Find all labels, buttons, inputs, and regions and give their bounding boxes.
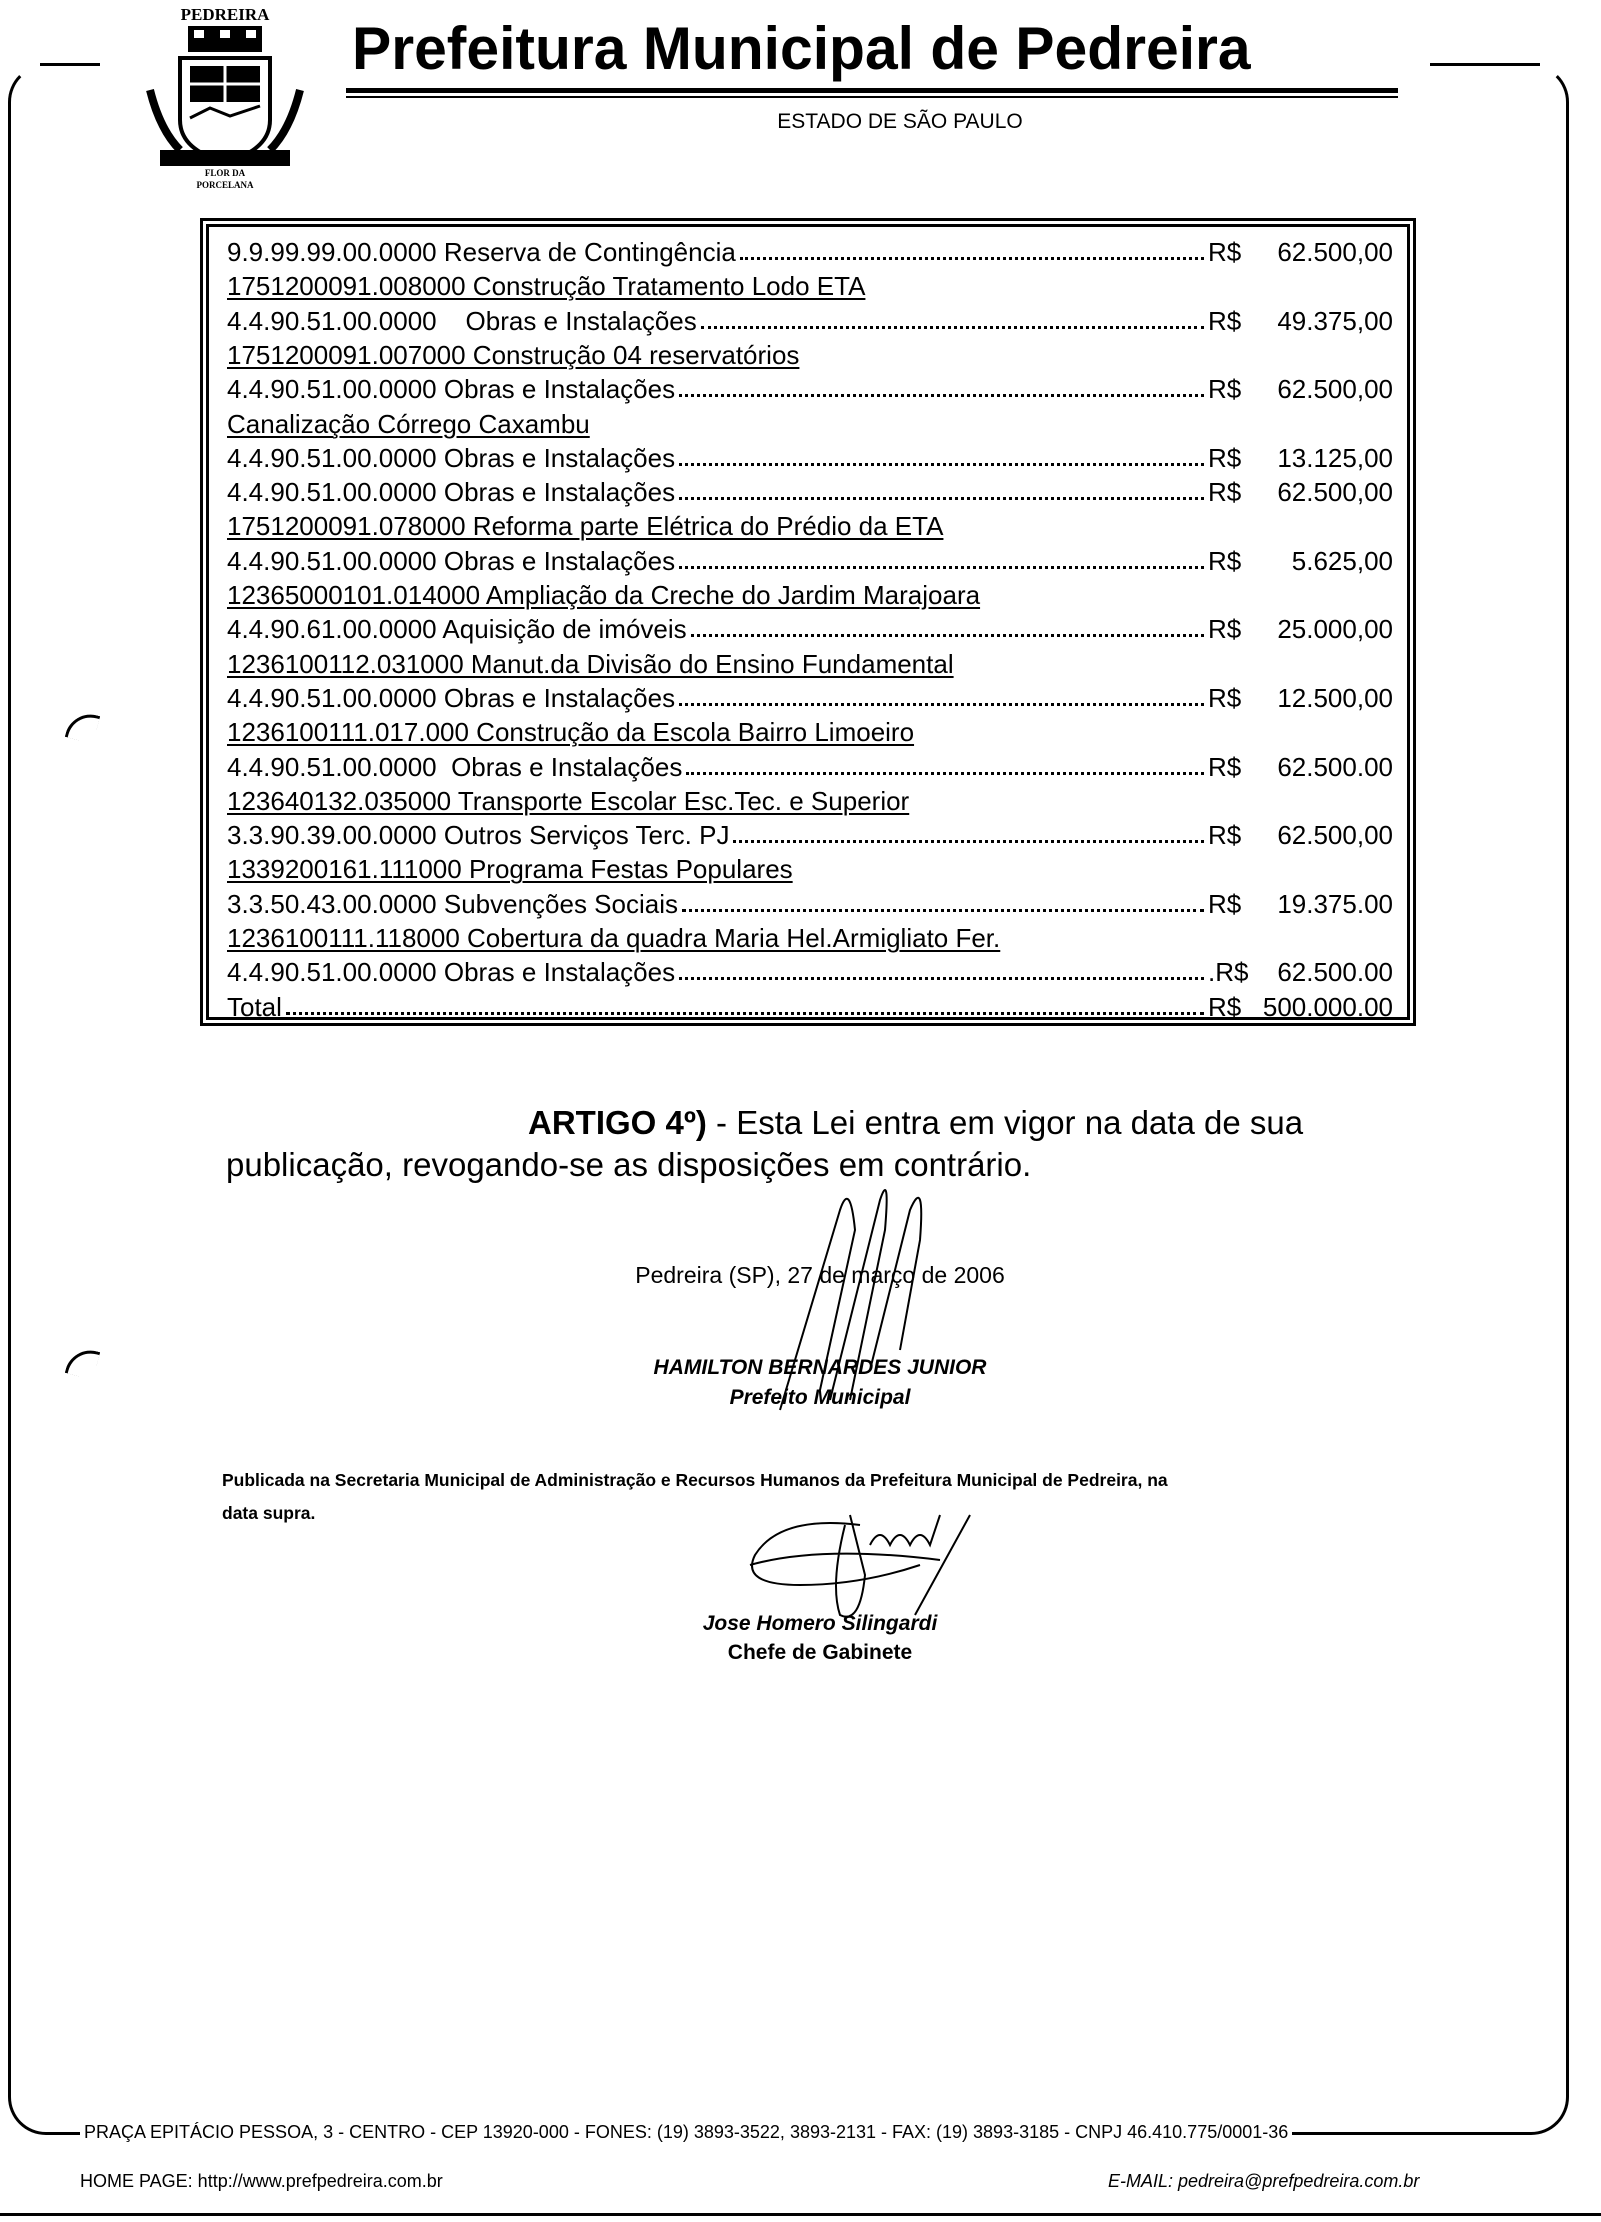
dot-leader <box>682 909 1204 912</box>
row-label: 4.4.90.51.00.0000 Obras e Instalações <box>227 305 697 336</box>
currency-symbol: R$ <box>1208 991 1242 1022</box>
row-label: 1751200091.007000 Construção 04 reservatórios <box>227 339 800 370</box>
row-amount: 62.500,00 <box>1277 477 1393 508</box>
dot-leader <box>286 1012 1204 1015</box>
row-label: 4.4.90.51.00.0000 Obras e Instalações <box>227 751 683 782</box>
budget-program-heading <box>227 713 1393 747</box>
budget-program-heading <box>227 850 1393 884</box>
chief-signature <box>740 1505 1020 1625</box>
row-amount: 5.625,00 <box>1291 545 1393 576</box>
budget-program-heading <box>227 507 1393 541</box>
budget-program-heading <box>227 782 1393 816</box>
budget-program-heading <box>227 576 1393 610</box>
title-underline <box>346 88 1398 93</box>
budget-program-heading <box>227 267 1393 301</box>
dot-leader <box>679 497 1204 500</box>
currency-symbol: R$ <box>1208 477 1242 508</box>
row-label: Total <box>227 991 282 1022</box>
budget-line-item <box>227 439 1393 473</box>
svg-text:PEDREIRA: PEDREIRA <box>180 5 270 24</box>
row-label: Canalização Córrego Caxambu <box>227 408 590 439</box>
currency-symbol: R$ <box>1208 751 1242 782</box>
dot-leader <box>679 463 1204 466</box>
currency-symbol: R$ <box>1208 820 1242 851</box>
budget-line-item <box>227 816 1393 850</box>
row-amount: 25.000,00 <box>1277 614 1393 645</box>
row-label: 12365000101.014000 Ampliação da Creche do Jardim Marajoara <box>227 580 981 610</box>
budget-program-heading <box>227 336 1393 370</box>
frame-top-right <box>1430 63 1540 66</box>
row-amount: 62.500,00 <box>1277 237 1393 267</box>
currency-symbol: R$ <box>1208 888 1242 919</box>
row-label: 9.9.99.99.00.0000 Reserva de Contingência <box>227 237 736 267</box>
currency-symbol: R$ <box>1208 682 1242 713</box>
row-amount: 62.500.00 <box>1277 751 1393 782</box>
budget-line-item <box>227 610 1393 644</box>
budget-line-item <box>227 988 1393 1022</box>
mayor-title: Prefeito Municipal <box>729 1386 911 1409</box>
title-underline-thin <box>346 96 1398 98</box>
mayor-signature <box>760 1170 960 1420</box>
row-amount: 500.000.00 <box>1262 991 1393 1022</box>
budget-line-item <box>227 370 1393 404</box>
row-amount: 19.375.00 <box>1277 888 1393 919</box>
budget-line-item <box>227 542 1393 576</box>
budget-program-heading <box>227 405 1393 439</box>
currency-symbol: R$ <box>1208 374 1242 405</box>
dot-leader <box>733 840 1204 843</box>
article-text-1: - Esta Lei entra em vigor na data de sua <box>706 1104 1304 1141</box>
currency-symbol: R$ <box>1208 545 1242 576</box>
currency-symbol: R$ <box>1208 237 1242 267</box>
currency-symbol: R$ <box>1208 442 1242 473</box>
place-date: Pedreira (SP), 27 de março de 2006 <box>635 1262 1005 1288</box>
article-line-1 <box>528 1104 1303 1142</box>
bottom-rule <box>0 2213 1601 2216</box>
budget-table <box>206 224 1410 1020</box>
budget-line-item <box>227 473 1393 507</box>
row-label: 4.4.90.51.00.0000 Obras e Instalações <box>227 957 676 988</box>
dot-leader <box>701 326 1204 329</box>
row-label: 3.3.50.43.00.0000 Subvenções Sociais <box>227 888 679 919</box>
publication-note: Publicada na Secretaria Municipal de Administração e Recursos Humanos da Prefeitura Municipal de Pedreira, na <box>222 1470 1168 1490</box>
footer-email[interactable]: E-MAIL: pedreira@prefpedreira.com.br <box>1108 2171 1420 2191</box>
budget-line-item <box>227 233 1393 267</box>
svg-text:FLOR DA: FLOR DA <box>204 168 246 178</box>
state-subtitle: ESTADO DE SÃO PAULO <box>777 110 1023 133</box>
row-label: 1236100111.118000 Cobertura da quadra Maria Hel.Armigliato Fer. <box>227 923 1001 953</box>
mayor-name: HAMILTON BERNARDES JUNIOR <box>653 1356 987 1379</box>
row-label: 1236100111.017.000 Construção da Escola Bairro Limoeiro <box>227 717 915 748</box>
budget-program-heading <box>227 919 1393 953</box>
row-amount: 62.500.00 <box>1277 957 1393 988</box>
budget-program-heading <box>227 645 1393 679</box>
row-amount: 49.375,00 <box>1277 305 1393 336</box>
chief-name: Jose Homero Silingardi <box>702 1612 938 1635</box>
dot-leader <box>691 634 1204 637</box>
row-label: 3.3.90.39.00.0000 Outros Serviços Terc. PJ <box>227 820 730 851</box>
chief-title: Chefe de Gabinete <box>727 1641 913 1664</box>
row-label: 1751200091.008000 Construção Tratamento Lodo ETA <box>227 271 866 302</box>
footer-address: PRAÇA EPITÁCIO PESSOA, 3 - CENTRO - CEP 13920-000 - FONES: (19) 3893-3522, 3893-2131 - FAX: (19) 3893-3185 - CNPJ 46.410.775/0001-36 <box>80 2122 1292 2143</box>
row-amount: 13.125,00 <box>1277 442 1393 473</box>
footer-home-page[interactable]: HOME PAGE: http://www.prefpedreira.com.br <box>80 2171 443 2191</box>
row-label: 4.4.90.51.00.0000 Obras e Instalações <box>227 545 676 576</box>
dot-leader <box>686 772 1204 775</box>
dot-leader <box>679 566 1204 569</box>
dot-leader <box>679 703 1204 706</box>
publication-note-2: data supra. <box>222 1503 316 1523</box>
dot-leader <box>679 977 1204 980</box>
currency-symbol: .R$ <box>1208 957 1249 988</box>
row-label: 4.4.90.51.00.0000 Obras e Instalações <box>227 682 676 713</box>
row-amount: 62.500,00 <box>1277 374 1393 405</box>
row-label: 1339200161.111000 Programa Festas Populares <box>227 854 793 885</box>
page-title: Prefeitura Municipal de Pedreira <box>352 15 1251 82</box>
row-label: 1236100112.031000 Manut.da Divisão do Ensino Fundamental <box>227 648 954 679</box>
article-heading: ARTIGO 4º) <box>528 1104 707 1141</box>
budget-line-item <box>227 748 1393 782</box>
row-label: 4.4.90.61.00.0000 Aquisição de imóveis <box>227 614 687 645</box>
svg-text:PORCELANA: PORCELANA <box>196 180 254 190</box>
row-label: 4.4.90.51.00.0000 Obras e Instalações <box>227 374 676 405</box>
row-label: 4.4.90.51.00.0000 Obras e Instalações <box>227 442 676 473</box>
budget-line-item <box>227 953 1393 987</box>
frame-top-left <box>40 63 100 66</box>
row-label: 1751200091.078000 Reforma parte Elétrica do Prédio da ETA <box>227 511 944 542</box>
currency-symbol: R$ <box>1208 614 1242 645</box>
budget-line-item <box>227 302 1393 336</box>
dot-leader <box>679 394 1204 397</box>
article-text-2: publicação, revogando-se as disposições em contrário. <box>226 1146 1032 1183</box>
row-label: 123640132.035000 Transporte Escolar Esc.Tec. e Superior <box>227 785 910 816</box>
dot-leader <box>740 257 1204 260</box>
budget-line-item <box>227 885 1393 919</box>
row-amount: 12.500,00 <box>1277 682 1393 713</box>
budget-line-item <box>227 679 1393 713</box>
row-amount: 62.500,00 <box>1277 820 1393 851</box>
currency-symbol: R$ <box>1208 305 1242 336</box>
row-label: 4.4.90.51.00.0000 Obras e Instalações <box>227 477 676 508</box>
municipal-crest-logo <box>140 0 310 192</box>
